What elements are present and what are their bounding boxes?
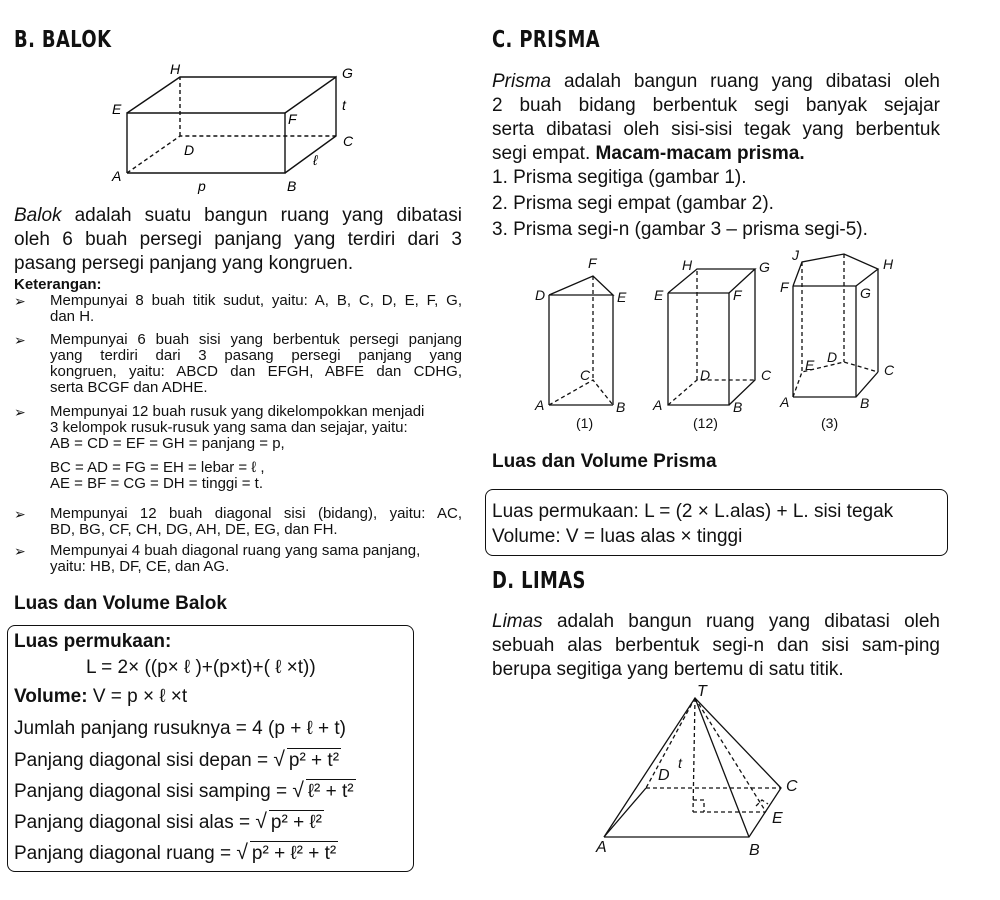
pyramid-label-C: C	[786, 778, 798, 795]
vertex-label-E: E	[112, 101, 122, 117]
balok-formula-box	[7, 625, 414, 872]
fig3-label-D: D	[827, 349, 838, 365]
bullet-item: ➢ Mempunyai 6 buah sisi yang berbentuk persegi panjang yang terdiri dari 3 pasang persegi panjang yang kongruen, yaitu: ABCD dan EFGH, ABFE dan CDHG, serta BCGF dan ADHE.	[14, 331, 462, 396]
prism-figures	[530, 250, 910, 435]
fig3-label-F: F	[780, 279, 789, 295]
pyramid-label-E: E	[772, 810, 783, 827]
luas-formula: L = 2× ((p× ℓ )+(p×t)+( ℓ ×t))	[86, 657, 316, 678]
rusuk-total-line: Jumlah panjang rusuknya = 4 (p + ℓ + t)	[14, 718, 346, 739]
fig2-label-G: G	[759, 259, 770, 275]
balok-luas-volume-heading: Luas dan Volume Balok	[14, 593, 227, 614]
diagonal-ruang-line: Panjang diagonal ruang = √ p² + ℓ² + t²	[14, 841, 337, 864]
vertex-label-H: H	[170, 61, 181, 77]
limas-intro: Limas adalah bangun ruang yang dibatasi oleh sebuah alas berbentuk segi-n dan sisi sam-ping berupa segitiga yang bertemu di satu titik.	[492, 611, 940, 680]
fig1-label-D: D	[535, 287, 546, 303]
bullet-item: ➢ Mempunyai 12 buah rusuk yang dikelompokkan menjadi 3 kelompok rusuk-rusuk yang sama dan sejajar, yaitu: AB = CD = EF = GH = panjang = p, BC = AD = FG = EH = lebar = ℓ , AE = BF = CG = DH = tinggi = t.	[14, 403, 425, 492]
fig2-label-E: E	[654, 287, 664, 303]
bullet-item: ➢ Mempunyai 4 buah diagonal ruang yang sama panjang, yaitu: HB, DF, CE, dan AG.	[14, 542, 421, 575]
section-heading-balok: B. BALOK	[14, 27, 112, 53]
vertex-label-G: G	[342, 65, 353, 81]
pyramid-label-D: D	[658, 767, 670, 784]
prisma-luas-volume-heading: Luas dan Volume Prisma	[492, 451, 717, 472]
pyramid-label-t: t	[678, 755, 682, 771]
edge-label-t: t	[342, 97, 346, 113]
fig3-caption: (3)	[821, 415, 839, 431]
fig3-label-E: E	[805, 357, 815, 373]
fig3-label-J: J	[792, 250, 799, 263]
vertex-label-B: B	[287, 178, 297, 194]
fig2-label-F: F	[733, 287, 742, 303]
section-heading-prisma: C. PRISMA	[492, 27, 601, 53]
fig2-label-B: B	[733, 399, 743, 415]
fig2-label-D: D	[700, 367, 711, 383]
fig1-label-F: F	[588, 255, 597, 271]
balok-term: Balok	[14, 205, 62, 226]
prisma-formula-box	[485, 489, 948, 556]
arrow-bullet-icon: ➢	[14, 332, 26, 348]
diagonal-depan-line: Panjang diagonal sisi depan = √ p² + t²	[14, 748, 340, 771]
arrow-bullet-icon: ➢	[14, 543, 26, 559]
fig3-label-B: B	[860, 395, 870, 411]
vertex-label-A: A	[112, 168, 122, 184]
luas-label: Luas permukaan:	[14, 631, 172, 652]
fig3-label-C: C	[884, 362, 895, 378]
fig2-label-A: A	[653, 397, 663, 413]
arrow-bullet-icon: ➢	[14, 506, 26, 522]
diagonal-samping-line: Panjang diagonal sisi samping = √ ℓ² + t²	[14, 779, 354, 802]
prisma-list-item: 3. Prisma segi-n (gambar 3 – prisma segi-5).	[492, 219, 868, 240]
vertex-label-D: D	[184, 142, 195, 158]
edge-label-l: ℓ	[313, 152, 318, 168]
fig1-label-B: B	[616, 399, 626, 415]
fig3-label-I	[846, 250, 850, 251]
prisma-list-item: 2. Prisma segi empat (gambar 2).	[492, 193, 774, 214]
fig2-label-H: H	[682, 257, 693, 273]
fig3-label-G: G	[860, 285, 871, 301]
pyramid-label-A: A	[596, 839, 607, 856]
cuboid-figure	[100, 58, 370, 198]
bullet-item: ➢ Mempunyai 12 buah diagonal sisi (bidang), yaitu: AC, BD, BG, CF, CH, DG, AH, DE, EG, dan FH.	[14, 505, 462, 538]
diagonal-alas-line: Panjang diagonal sisi alas = √ p² + ℓ²	[14, 810, 322, 833]
keterangan-label: Keterangan:	[14, 276, 102, 293]
fig2-caption: (12)	[693, 415, 718, 431]
volume-line: Volume: V = p × ℓ ×t	[14, 686, 188, 707]
prisma-luas-formula: Luas permukaan: L = (2 × L.alas) + L. sisi tegak	[492, 501, 894, 522]
vertex-label-F: F	[288, 111, 297, 127]
prisma-intro: Prisma adalah bangun ruang yang dibatasi oleh 2 buah bidang berbentuk segi banyak sejajar serta dibatasi oleh sisi-sisi tegak yang berbentuk segi empat. Macam-macam prisma. 1. Prisma segitiga (gambar 1). 2. Prisma segi empat (gambar 2). 3. Prisma segi-n (gambar 3 – prisma segi-5).	[492, 71, 940, 240]
edge-label-p: p	[198, 178, 206, 194]
vertex-label-C: C	[343, 133, 354, 149]
pyramid-figure	[590, 680, 820, 860]
fig1-label-A: A	[535, 397, 545, 413]
arrow-bullet-icon: ➢	[14, 404, 26, 420]
pyramid-label-B: B	[749, 842, 760, 859]
prisma-list-item: 1. Prisma segitiga (gambar 1).	[492, 167, 747, 188]
balok-intro: Balok adalah suatu bangun ruang yang dibatasi oleh 6 buah persegi panjang yang terdiri dari 3 pasang persegi panjang yang kongruen.	[14, 205, 462, 274]
fig3-label-H: H	[883, 256, 894, 272]
bullet-item: ➢ Mempunyai 8 buah titik sudut, yaitu: A, B, C, D, E, F, G, dan H.	[14, 292, 462, 325]
fig3-label-A: A	[780, 394, 790, 410]
pyramid-label-T: T	[697, 683, 707, 700]
prisma-volume-formula: Volume: V = luas alas × tinggi	[492, 526, 743, 547]
arrow-bullet-icon: ➢	[14, 293, 26, 309]
fig2-label-C: C	[761, 367, 772, 383]
section-heading-limas: D. LIMAS	[492, 568, 586, 594]
fig1-label-E: E	[617, 289, 627, 305]
fig1-caption: (1)	[576, 415, 594, 431]
fig1-label-C: C	[580, 367, 591, 383]
